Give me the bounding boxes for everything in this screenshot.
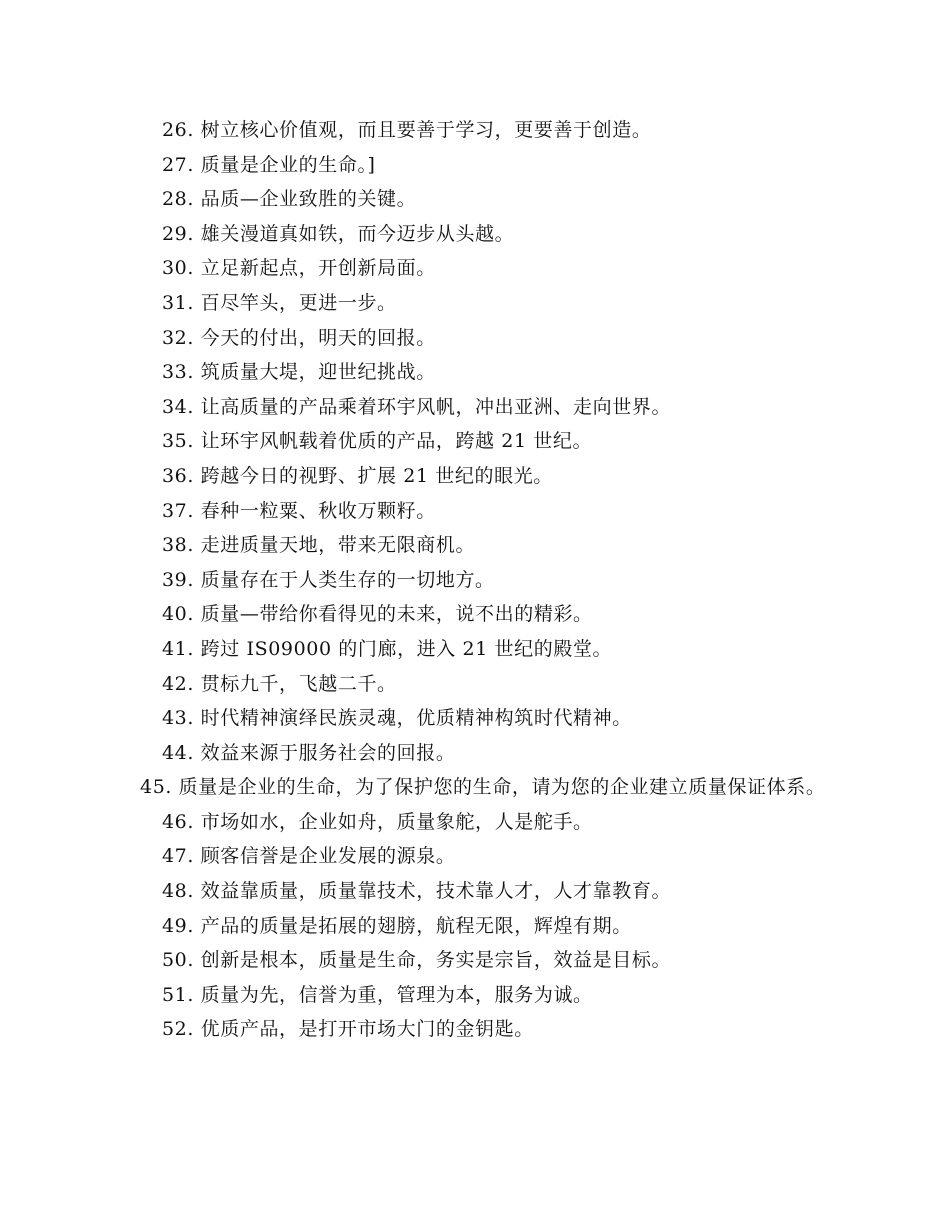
list-item: 42. 贯标九千，飞越二千。 [161,672,397,695]
list-item: 26. 树立核心价值观，而且要善于学习，更要善于创造。 [161,119,652,141]
list-item: 38. 走进质量天地，带来无限商机。 [161,534,476,557]
list-item: 41. 跨过 IS09000 的门廊，进入 21 世纪的殿堂。 [161,637,613,660]
list-item: 48. 效益靠质量，质量靠技术，技术靠人才，人才靠教育。 [161,880,672,903]
list-item-wrapped: 45. 质量是企业的生命，为了保护您的生命，请为您的企业建立质量保证体系。 [140,776,826,799]
slogan-list [140,113,840,1047]
list-item: 33. 筑质量大堤，迎世纪挑战。 [161,361,436,384]
list-item: 31. 百尽竿头，更进一步。 [161,291,397,314]
list-item: 52. 优质产品，是打开市场大门的金钥匙。 [161,1018,534,1041]
list-item: 40. 质量—带给你看得见的未来，说不出的精彩。 [161,603,593,626]
list-item: 47. 顾客信誉是企业发展的源泉。 [161,845,456,868]
list-item: 28. 品质—企业致胜的关键。 [161,188,417,211]
list-item: 34. 让高质量的产品乘着环宇风帆，冲出亚洲、走向世界。 [161,395,672,418]
list-item: 27. 质量是企业的生命。] [161,153,376,176]
list-item: 46. 市场如水，企业如舟，质量象舵，人是舵手。 [161,810,593,833]
list-item: 36. 跨越今日的视野、扩展 21 世纪的眼光。 [161,464,553,487]
list-item: 50. 创新是根本，质量是生命，务实是宗旨，效益是目标。 [161,949,672,972]
list-item: 37. 春种一粒粟、秋收万颗籽。 [161,499,436,522]
list-item: 51. 质量为先，信誉为重，管理为本，服务为诚。 [161,983,593,1006]
list-item: 35. 让环宇风帆载着优质的产品，跨越 21 世纪。 [161,430,593,453]
list-item: 32. 今天的付出，明天的回报。 [161,326,436,349]
list-item: 44. 效益来源于服务社会的回报。 [161,741,456,764]
list-item: 49. 产品的质量是拓展的翅膀，航程无限，辉煌有期。 [161,914,632,937]
list-item: 29. 雄关漫道真如铁，而今迈步从头越。 [161,222,515,245]
list-item: 43. 时代精神演绎民族灵魂，优质精神构筑时代精神。 [161,707,632,730]
list-item: 39. 质量存在于人类生存的一切地方。 [161,568,495,591]
list-item: 30. 立足新起点，开创新局面。 [161,257,436,280]
